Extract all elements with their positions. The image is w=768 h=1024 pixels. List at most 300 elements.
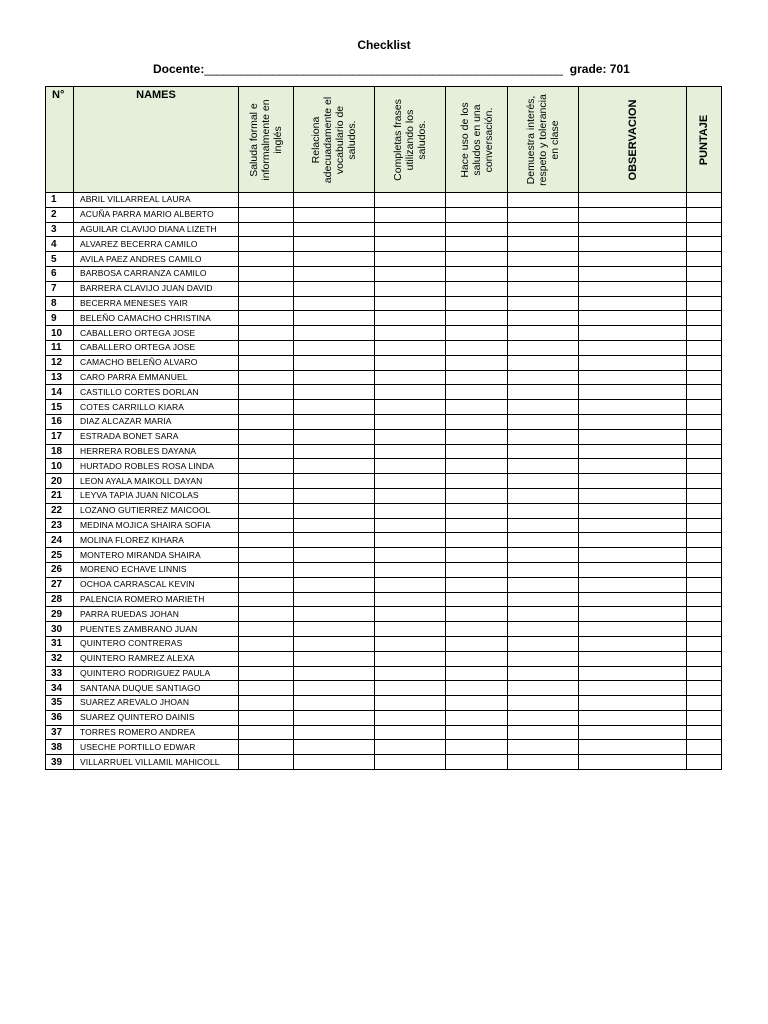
score-cell[interactable] — [375, 474, 446, 489]
score-cell[interactable] — [579, 207, 687, 222]
score-cell[interactable] — [375, 444, 446, 459]
score-cell[interactable] — [239, 577, 294, 592]
score-cell[interactable] — [375, 340, 446, 355]
score-cell[interactable] — [294, 252, 375, 267]
student-name: ACUÑA PARRA MARIO ALBERTO — [74, 207, 239, 222]
score-cell[interactable] — [375, 355, 446, 370]
score-cell[interactable] — [508, 755, 579, 770]
score-cell[interactable] — [375, 710, 446, 725]
score-cell[interactable] — [239, 444, 294, 459]
score-cell[interactable] — [687, 429, 722, 444]
score-cell[interactable] — [294, 651, 375, 666]
score-cell[interactable] — [446, 607, 508, 622]
score-cell[interactable] — [446, 755, 508, 770]
score-cell[interactable] — [294, 740, 375, 755]
score-cell[interactable] — [687, 237, 722, 252]
table-row — [46, 266, 722, 281]
score-cell[interactable] — [375, 636, 446, 651]
score-cell[interactable] — [294, 577, 375, 592]
score-cell[interactable] — [508, 237, 579, 252]
score-cell[interactable] — [294, 518, 375, 533]
score-cell[interactable] — [375, 311, 446, 326]
score-cell[interactable] — [579, 266, 687, 281]
score-cell[interactable] — [446, 577, 508, 592]
score-cell[interactable] — [294, 444, 375, 459]
score-cell[interactable] — [446, 696, 508, 711]
score-cell[interactable] — [239, 266, 294, 281]
score-cell[interactable] — [508, 385, 579, 400]
score-cell[interactable] — [508, 222, 579, 237]
score-cell[interactable] — [579, 311, 687, 326]
score-cell[interactable] — [375, 651, 446, 666]
table-row — [46, 207, 722, 222]
row-number: 12 — [46, 355, 74, 370]
score-cell[interactable] — [687, 622, 722, 637]
score-cell[interactable] — [446, 710, 508, 725]
score-cell[interactable] — [294, 681, 375, 696]
score-cell[interactable] — [579, 518, 687, 533]
score-cell[interactable] — [446, 666, 508, 681]
score-cell[interactable] — [579, 740, 687, 755]
score-cell[interactable] — [446, 370, 508, 385]
score-cell[interactable] — [294, 488, 375, 503]
score-cell[interactable] — [239, 252, 294, 267]
score-cell[interactable] — [579, 237, 687, 252]
score-cell[interactable] — [239, 385, 294, 400]
score-cell[interactable] — [446, 681, 508, 696]
score-cell[interactable] — [687, 474, 722, 489]
score-cell[interactable] — [687, 311, 722, 326]
score-cell[interactable] — [508, 533, 579, 548]
score-cell[interactable] — [239, 459, 294, 474]
score-cell[interactable] — [239, 281, 294, 296]
score-cell[interactable] — [294, 355, 375, 370]
score-cell[interactable] — [239, 237, 294, 252]
score-cell[interactable] — [239, 562, 294, 577]
score-cell[interactable] — [687, 725, 722, 740]
score-cell[interactable] — [375, 488, 446, 503]
table-row — [46, 696, 722, 711]
score-cell[interactable] — [508, 355, 579, 370]
score-cell[interactable] — [687, 503, 722, 518]
score-cell[interactable] — [294, 400, 375, 415]
score-cell[interactable] — [446, 444, 508, 459]
score-cell[interactable] — [687, 681, 722, 696]
score-cell[interactable] — [508, 607, 579, 622]
score-cell[interactable] — [508, 444, 579, 459]
score-cell[interactable] — [294, 281, 375, 296]
score-cell[interactable] — [508, 252, 579, 267]
score-cell[interactable] — [446, 429, 508, 444]
score-cell[interactable] — [579, 548, 687, 563]
score-cell[interactable] — [446, 622, 508, 637]
score-cell[interactable] — [687, 459, 722, 474]
score-cell[interactable] — [687, 666, 722, 681]
score-cell[interactable] — [239, 222, 294, 237]
score-cell[interactable] — [446, 266, 508, 281]
score-cell[interactable] — [508, 503, 579, 518]
score-cell[interactable] — [294, 459, 375, 474]
row-number: 36 — [46, 710, 74, 725]
score-cell[interactable] — [579, 222, 687, 237]
score-cell[interactable] — [508, 340, 579, 355]
score-cell[interactable] — [375, 385, 446, 400]
score-cell[interactable] — [687, 326, 722, 341]
score-cell[interactable] — [579, 696, 687, 711]
score-cell[interactable] — [294, 755, 375, 770]
score-cell[interactable] — [375, 370, 446, 385]
score-cell[interactable] — [508, 400, 579, 415]
score-cell[interactable] — [579, 577, 687, 592]
score-cell[interactable] — [579, 755, 687, 770]
score-cell[interactable] — [508, 459, 579, 474]
score-cell[interactable] — [446, 533, 508, 548]
score-cell[interactable] — [508, 193, 579, 208]
score-cell[interactable] — [294, 429, 375, 444]
score-cell[interactable] — [239, 193, 294, 208]
score-cell[interactable] — [579, 488, 687, 503]
score-cell[interactable] — [375, 622, 446, 637]
score-cell[interactable] — [687, 651, 722, 666]
score-cell[interactable] — [687, 222, 722, 237]
score-cell[interactable] — [239, 311, 294, 326]
score-cell[interactable] — [508, 651, 579, 666]
student-name: PARRA RUEDAS JOHAN — [74, 607, 239, 622]
score-cell[interactable] — [294, 474, 375, 489]
score-cell[interactable] — [375, 696, 446, 711]
score-cell[interactable] — [508, 725, 579, 740]
score-cell[interactable] — [446, 296, 508, 311]
score-cell[interactable] — [239, 370, 294, 385]
score-cell[interactable] — [579, 326, 687, 341]
score-cell[interactable] — [446, 651, 508, 666]
score-cell[interactable] — [375, 503, 446, 518]
score-cell[interactable] — [508, 326, 579, 341]
score-cell[interactable] — [375, 533, 446, 548]
score-cell[interactable] — [375, 237, 446, 252]
score-cell[interactable] — [687, 340, 722, 355]
score-cell[interactable] — [239, 622, 294, 637]
score-cell[interactable] — [508, 562, 579, 577]
score-cell[interactable] — [239, 474, 294, 489]
score-cell[interactable] — [294, 548, 375, 563]
score-cell[interactable] — [579, 370, 687, 385]
score-cell[interactable] — [239, 414, 294, 429]
score-cell[interactable] — [579, 622, 687, 637]
score-cell[interactable] — [294, 592, 375, 607]
score-cell[interactable] — [579, 636, 687, 651]
score-cell[interactable] — [579, 533, 687, 548]
score-cell[interactable] — [446, 281, 508, 296]
student-name: PUENTES ZAMBRANO JUAN — [74, 622, 239, 637]
score-cell[interactable] — [239, 740, 294, 755]
score-cell[interactable] — [239, 340, 294, 355]
score-cell[interactable] — [239, 488, 294, 503]
score-cell[interactable] — [375, 740, 446, 755]
score-cell[interactable] — [375, 252, 446, 267]
score-cell[interactable] — [579, 710, 687, 725]
score-cell[interactable] — [579, 503, 687, 518]
score-cell[interactable] — [687, 636, 722, 651]
score-cell[interactable] — [579, 444, 687, 459]
score-cell[interactable] — [508, 577, 579, 592]
score-cell[interactable] — [579, 429, 687, 444]
score-cell[interactable] — [446, 340, 508, 355]
score-cell[interactable] — [294, 311, 375, 326]
score-cell[interactable] — [375, 193, 446, 208]
score-cell[interactable] — [446, 488, 508, 503]
student-name: CASTILLO CORTES DORLAN — [74, 385, 239, 400]
score-cell[interactable] — [579, 562, 687, 577]
table-row — [46, 252, 722, 267]
score-cell[interactable] — [508, 488, 579, 503]
score-cell[interactable] — [294, 636, 375, 651]
score-cell[interactable] — [239, 296, 294, 311]
score-cell[interactable] — [687, 740, 722, 755]
score-cell[interactable] — [239, 666, 294, 681]
score-cell[interactable] — [579, 474, 687, 489]
score-cell[interactable] — [579, 651, 687, 666]
score-cell[interactable] — [375, 429, 446, 444]
score-cell[interactable] — [579, 666, 687, 681]
score-cell[interactable] — [579, 681, 687, 696]
score-cell[interactable] — [239, 503, 294, 518]
score-cell[interactable] — [239, 592, 294, 607]
score-cell[interactable] — [446, 518, 508, 533]
table-row — [46, 725, 722, 740]
score-cell[interactable] — [687, 592, 722, 607]
score-cell[interactable] — [687, 385, 722, 400]
score-cell[interactable] — [508, 370, 579, 385]
score-cell[interactable] — [508, 636, 579, 651]
score-cell[interactable] — [687, 755, 722, 770]
score-cell[interactable] — [687, 562, 722, 577]
score-cell[interactable] — [239, 533, 294, 548]
score-cell[interactable] — [239, 681, 294, 696]
score-cell[interactable] — [579, 414, 687, 429]
score-cell[interactable] — [294, 207, 375, 222]
score-cell[interactable] — [239, 696, 294, 711]
score-cell[interactable] — [239, 636, 294, 651]
score-cell[interactable] — [687, 207, 722, 222]
score-cell[interactable] — [375, 681, 446, 696]
score-cell[interactable] — [687, 296, 722, 311]
score-cell[interactable] — [508, 414, 579, 429]
score-cell[interactable] — [687, 518, 722, 533]
score-cell[interactable] — [239, 548, 294, 563]
score-cell[interactable] — [239, 355, 294, 370]
score-cell[interactable] — [446, 503, 508, 518]
score-cell[interactable] — [687, 488, 722, 503]
score-cell[interactable] — [579, 385, 687, 400]
score-cell[interactable] — [375, 459, 446, 474]
score-cell[interactable] — [375, 607, 446, 622]
score-cell[interactable] — [579, 281, 687, 296]
score-cell[interactable] — [375, 562, 446, 577]
row-number: 7 — [46, 281, 74, 296]
score-cell[interactable] — [508, 429, 579, 444]
score-cell[interactable] — [687, 548, 722, 563]
score-cell[interactable] — [446, 459, 508, 474]
score-cell[interactable] — [508, 548, 579, 563]
score-cell[interactable] — [446, 400, 508, 415]
score-cell[interactable] — [508, 281, 579, 296]
score-cell[interactable] — [375, 296, 446, 311]
score-cell[interactable] — [239, 710, 294, 725]
score-cell[interactable] — [446, 252, 508, 267]
score-cell[interactable] — [294, 696, 375, 711]
table-row — [46, 444, 722, 459]
score-cell[interactable] — [687, 252, 722, 267]
score-cell[interactable] — [579, 340, 687, 355]
student-name: AVILA PAEZ ANDRES CAMILO — [74, 252, 239, 267]
score-cell[interactable] — [294, 266, 375, 281]
score-cell[interactable] — [294, 710, 375, 725]
score-cell[interactable] — [446, 725, 508, 740]
student-name: ESTRADA BONET SARA — [74, 429, 239, 444]
score-cell[interactable] — [294, 340, 375, 355]
score-cell[interactable] — [579, 252, 687, 267]
score-cell[interactable] — [446, 636, 508, 651]
score-cell[interactable] — [446, 474, 508, 489]
score-cell[interactable] — [508, 266, 579, 281]
score-cell[interactable] — [446, 222, 508, 237]
row-number: 26 — [46, 562, 74, 577]
row-number: 1 — [46, 193, 74, 208]
score-cell[interactable] — [446, 237, 508, 252]
score-cell[interactable] — [294, 414, 375, 429]
score-cell[interactable] — [687, 370, 722, 385]
score-cell[interactable] — [375, 725, 446, 740]
score-cell[interactable] — [687, 696, 722, 711]
score-cell[interactable] — [294, 326, 375, 341]
table-row — [46, 636, 722, 651]
score-cell[interactable] — [239, 518, 294, 533]
score-cell[interactable] — [294, 725, 375, 740]
score-cell[interactable] — [508, 296, 579, 311]
score-cell[interactable] — [375, 755, 446, 770]
score-cell[interactable] — [375, 222, 446, 237]
score-cell[interactable] — [375, 577, 446, 592]
score-cell[interactable] — [508, 666, 579, 681]
score-cell[interactable] — [579, 193, 687, 208]
score-cell[interactable] — [239, 607, 294, 622]
score-cell[interactable] — [375, 666, 446, 681]
score-cell[interactable] — [375, 592, 446, 607]
score-cell[interactable] — [687, 414, 722, 429]
score-cell[interactable] — [446, 592, 508, 607]
score-cell[interactable] — [375, 326, 446, 341]
score-cell[interactable] — [239, 725, 294, 740]
score-cell[interactable] — [294, 370, 375, 385]
score-cell[interactable] — [446, 311, 508, 326]
score-cell[interactable] — [294, 296, 375, 311]
score-cell[interactable] — [687, 281, 722, 296]
score-cell[interactable] — [579, 725, 687, 740]
score-cell[interactable] — [508, 311, 579, 326]
score-cell[interactable] — [508, 681, 579, 696]
score-cell[interactable] — [579, 355, 687, 370]
score-cell[interactable] — [446, 562, 508, 577]
score-cell[interactable] — [294, 222, 375, 237]
score-cell[interactable] — [375, 281, 446, 296]
score-cell[interactable] — [508, 474, 579, 489]
table-row — [46, 666, 722, 681]
row-number: 28 — [46, 592, 74, 607]
score-cell[interactable] — [508, 622, 579, 637]
score-cell[interactable] — [294, 503, 375, 518]
score-cell[interactable] — [239, 400, 294, 415]
score-cell[interactable] — [687, 607, 722, 622]
score-cell[interactable] — [446, 740, 508, 755]
score-cell[interactable] — [446, 326, 508, 341]
score-cell[interactable] — [446, 414, 508, 429]
score-cell[interactable] — [508, 740, 579, 755]
score-cell[interactable] — [687, 355, 722, 370]
score-cell[interactable] — [375, 414, 446, 429]
row-number: 17 — [46, 429, 74, 444]
score-cell[interactable] — [579, 607, 687, 622]
score-cell[interactable] — [375, 548, 446, 563]
score-cell[interactable] — [508, 696, 579, 711]
score-cell[interactable] — [579, 296, 687, 311]
score-cell[interactable] — [239, 429, 294, 444]
score-cell[interactable] — [375, 518, 446, 533]
row-number: 18 — [46, 444, 74, 459]
score-cell[interactable] — [508, 518, 579, 533]
score-cell[interactable] — [294, 562, 375, 577]
student-name: QUINTERO RAMREZ ALEXA — [74, 651, 239, 666]
score-cell[interactable] — [294, 666, 375, 681]
score-cell[interactable] — [446, 193, 508, 208]
score-cell[interactable] — [687, 710, 722, 725]
score-cell[interactable] — [375, 266, 446, 281]
score-cell[interactable] — [294, 607, 375, 622]
score-cell[interactable] — [687, 577, 722, 592]
score-cell[interactable] — [294, 622, 375, 637]
score-cell[interactable] — [508, 207, 579, 222]
table-row — [46, 577, 722, 592]
score-cell[interactable] — [239, 755, 294, 770]
score-cell[interactable] — [446, 385, 508, 400]
score-cell[interactable] — [687, 193, 722, 208]
score-cell[interactable] — [375, 207, 446, 222]
score-cell[interactable] — [687, 266, 722, 281]
table-row — [46, 681, 722, 696]
score-cell[interactable] — [508, 710, 579, 725]
score-cell[interactable] — [375, 400, 446, 415]
score-cell[interactable] — [446, 548, 508, 563]
score-cell[interactable] — [508, 592, 579, 607]
score-cell[interactable] — [294, 385, 375, 400]
score-cell[interactable] — [579, 592, 687, 607]
score-cell[interactable] — [579, 459, 687, 474]
score-cell[interactable] — [446, 207, 508, 222]
score-cell[interactable] — [446, 355, 508, 370]
score-cell[interactable] — [294, 533, 375, 548]
score-cell[interactable] — [239, 207, 294, 222]
score-cell[interactable] — [239, 326, 294, 341]
student-name: BECERRA MENESES YAIR — [74, 296, 239, 311]
score-cell[interactable] — [294, 193, 375, 208]
score-cell[interactable] — [579, 400, 687, 415]
score-cell[interactable] — [239, 651, 294, 666]
score-cell[interactable] — [294, 237, 375, 252]
student-name: CABALLERO ORTEGA JOSE — [74, 326, 239, 341]
score-cell[interactable] — [687, 400, 722, 415]
score-cell[interactable] — [687, 444, 722, 459]
score-cell[interactable] — [687, 533, 722, 548]
